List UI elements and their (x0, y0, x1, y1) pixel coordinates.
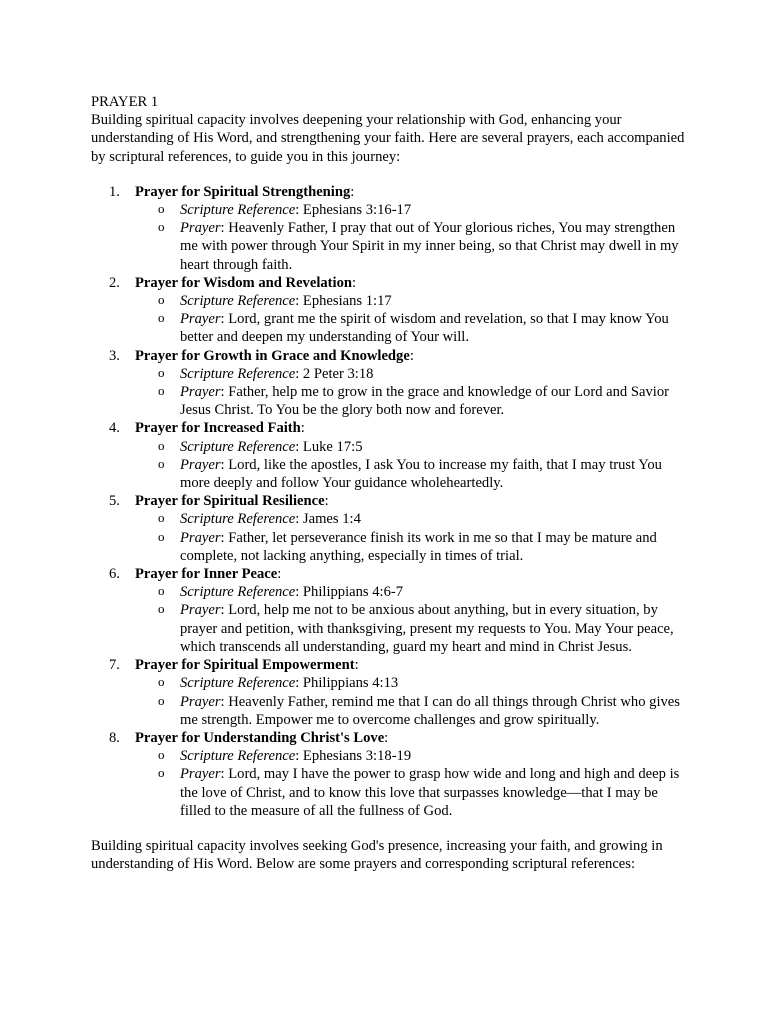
prayer-details (135, 674, 691, 729)
closing-paragraph: Building spiritual capacity involves seeking God's presence, increasing your faith, and growing in understanding of His Word. Below are some prayers and corresponding scriptural references: (91, 837, 663, 873)
scripture-reference-item (135, 747, 691, 765)
prayer-number: 3. (109, 347, 120, 364)
scripture-reference-item (135, 365, 691, 383)
scripture-text: : Philippians 4:6-7 (295, 584, 404, 601)
scripture-label: Scripture Reference (180, 438, 296, 455)
scripture-text: : Luke 17:5 (295, 438, 363, 455)
prayer-text: : Lord, may I have the power to grasp how wide and long and high and deep is the love of Christ, and to know this love that surpasses knowledge—that I may be filled to the measure of all the fullness of God. (180, 766, 680, 819)
scripture-text: : 2 Peter 3:18 (295, 365, 374, 382)
prayer-details (135, 365, 691, 420)
scripture-reference-item (135, 438, 691, 456)
scripture-label: Scripture Reference (180, 511, 296, 528)
bullet-icon: o (158, 383, 165, 399)
prayer-title-line (135, 183, 691, 201)
prayer-number: 2. (109, 274, 120, 291)
prayer-item (91, 656, 691, 729)
bullet-icon: o (158, 674, 165, 690)
scripture-label: Scripture Reference (180, 293, 296, 310)
bullet-icon: o (158, 364, 165, 380)
scripture-label: Scripture Reference (180, 365, 296, 382)
prayer-text-item (135, 693, 691, 729)
scripture-reference-item (135, 674, 691, 692)
title-colon: : (277, 566, 282, 583)
prayer-text: : Father, help me to grow in the grace and knowledge of our Lord and Savior Jesus Christ. To You be the glory both now and forever. (180, 384, 669, 419)
prayer-details (135, 438, 691, 493)
prayer-list (91, 183, 691, 820)
prayer-title: Prayer for Wisdom and Revelation (135, 274, 353, 291)
prayer-title-line (135, 565, 691, 583)
bullet-icon: o (158, 692, 165, 708)
title-colon: : (350, 183, 355, 200)
scripture-text: : Ephesians 3:18-19 (295, 748, 412, 765)
prayer-title: Prayer for Spiritual Resilience (135, 493, 325, 510)
bullet-icon: o (158, 437, 165, 453)
prayer-text-item (135, 219, 691, 274)
prayer-title: Prayer for Spiritual Empowerment (135, 657, 355, 674)
prayer-text: : Father, let perseverance finish its work in me so that I may be mature and complete, not lacking anything, especially in times of trial. (180, 529, 657, 564)
bullet-icon: o (158, 528, 165, 544)
prayer-label: Prayer (180, 311, 221, 328)
prayer-number: 8. (109, 729, 120, 746)
prayer-label: Prayer (180, 602, 221, 619)
prayer-text-item (135, 310, 691, 346)
scripture-text: : Ephesians 3:16-17 (295, 202, 412, 219)
prayer-details (135, 510, 691, 565)
document-heading: PRAYER 1 (91, 94, 159, 110)
prayer-details (135, 201, 691, 274)
prayer-title: Prayer for Inner Peace (135, 566, 278, 583)
prayer-text: : Lord, help me not to be anxious about anything, but in every situation, by prayer and petition, with thanksgiving, present my requests to You. May Your peace, which transcends all understanding, guard my heart and mind in Christ Jesus. (180, 602, 674, 655)
prayer-details (135, 583, 691, 656)
title-colon: : (324, 493, 329, 510)
prayer-label: Prayer (180, 220, 221, 237)
scripture-reference-item (135, 292, 691, 310)
prayer-title-line (135, 729, 691, 747)
prayer-text-item (135, 383, 691, 419)
prayer-item (91, 347, 691, 420)
scripture-reference-item (135, 201, 691, 219)
bullet-icon: o (158, 583, 165, 599)
intro-paragraph: Building spiritual capacity involves deepening your relationship with God, enhancing your understanding of His Word, and strengthening your faith. Here are several prayers, each accompanied by scriptural references, to guide you in this journey: (91, 112, 685, 165)
prayer-text-item (135, 456, 691, 492)
prayer-title: Prayer for Growth in Grace and Knowledge (135, 347, 410, 364)
scripture-label: Scripture Reference (180, 748, 296, 765)
prayer-item (91, 729, 691, 820)
bullet-icon: o (158, 510, 165, 526)
bullet-icon: o (158, 201, 165, 217)
bullet-icon: o (158, 219, 165, 235)
prayer-label: Prayer (180, 529, 221, 546)
prayer-item (91, 565, 691, 656)
scripture-reference-item (135, 510, 691, 528)
prayer-item (91, 419, 691, 492)
prayer-text: : Heavenly Father, I pray that out of Your glorious riches, You may strengthen me with power through Your Spirit in my inner being, so that Christ may dwell in my heart through faith. (180, 220, 679, 273)
prayer-text-item (135, 529, 691, 565)
title-colon: : (354, 657, 359, 674)
prayer-number: 5. (109, 493, 120, 510)
prayer-title: Prayer for Increased Faith (135, 420, 301, 437)
title-colon: : (300, 420, 305, 437)
prayer-item (91, 183, 691, 274)
prayer-label: Prayer (180, 766, 221, 783)
scripture-text: : Ephesians 1:17 (295, 293, 392, 310)
prayer-title-line (135, 347, 691, 365)
prayer-number: 6. (109, 566, 120, 583)
scripture-text: : Philippians 4:13 (295, 675, 399, 692)
prayer-number: 1. (109, 183, 120, 200)
prayer-label: Prayer (180, 456, 221, 473)
prayer-title-line (135, 274, 691, 292)
bullet-icon: o (158, 747, 165, 763)
scripture-label: Scripture Reference (180, 202, 296, 219)
prayer-details (135, 292, 691, 347)
prayer-label: Prayer (180, 384, 221, 401)
title-colon: : (409, 347, 414, 364)
title-colon: : (384, 729, 389, 746)
prayer-title-line (135, 656, 691, 674)
bullet-icon: o (158, 455, 165, 471)
prayer-title: Prayer for Spiritual Strengthening (135, 183, 351, 200)
prayer-text: : Heavenly Father, remind me that I can do all things through Christ who gives me strength. Empower me to overcome challenges and grow spiritually. (180, 693, 680, 728)
prayer-details (135, 747, 691, 820)
prayer-number: 7. (109, 657, 120, 674)
prayer-label: Prayer (180, 693, 221, 710)
document-page (91, 93, 691, 873)
prayer-number: 4. (109, 420, 120, 437)
bullet-icon: o (158, 601, 165, 617)
title-colon: : (352, 274, 357, 291)
prayer-text-item (135, 765, 691, 820)
bullet-icon: o (158, 765, 165, 781)
prayer-text: : Lord, grant me the spirit of wisdom and revelation, so that I may know You better and deepen my understanding of Your will. (180, 311, 669, 346)
bullet-icon: o (158, 292, 165, 308)
prayer-text-item (135, 601, 691, 656)
scripture-label: Scripture Reference (180, 584, 296, 601)
bullet-icon: o (158, 310, 165, 326)
scripture-label: Scripture Reference (180, 675, 296, 692)
prayer-text: : Lord, like the apostles, I ask You to increase my faith, that I may trust You more deeply and follow Your guidance wholeheartedly. (180, 456, 662, 492)
prayer-title-line (135, 492, 691, 510)
prayer-title-line (135, 419, 691, 437)
prayer-item (91, 274, 691, 347)
scripture-text: : James 1:4 (295, 511, 361, 528)
scripture-reference-item (135, 583, 691, 601)
prayer-item (91, 492, 691, 565)
prayer-title: Prayer for Understanding Christ's Love (135, 729, 385, 746)
